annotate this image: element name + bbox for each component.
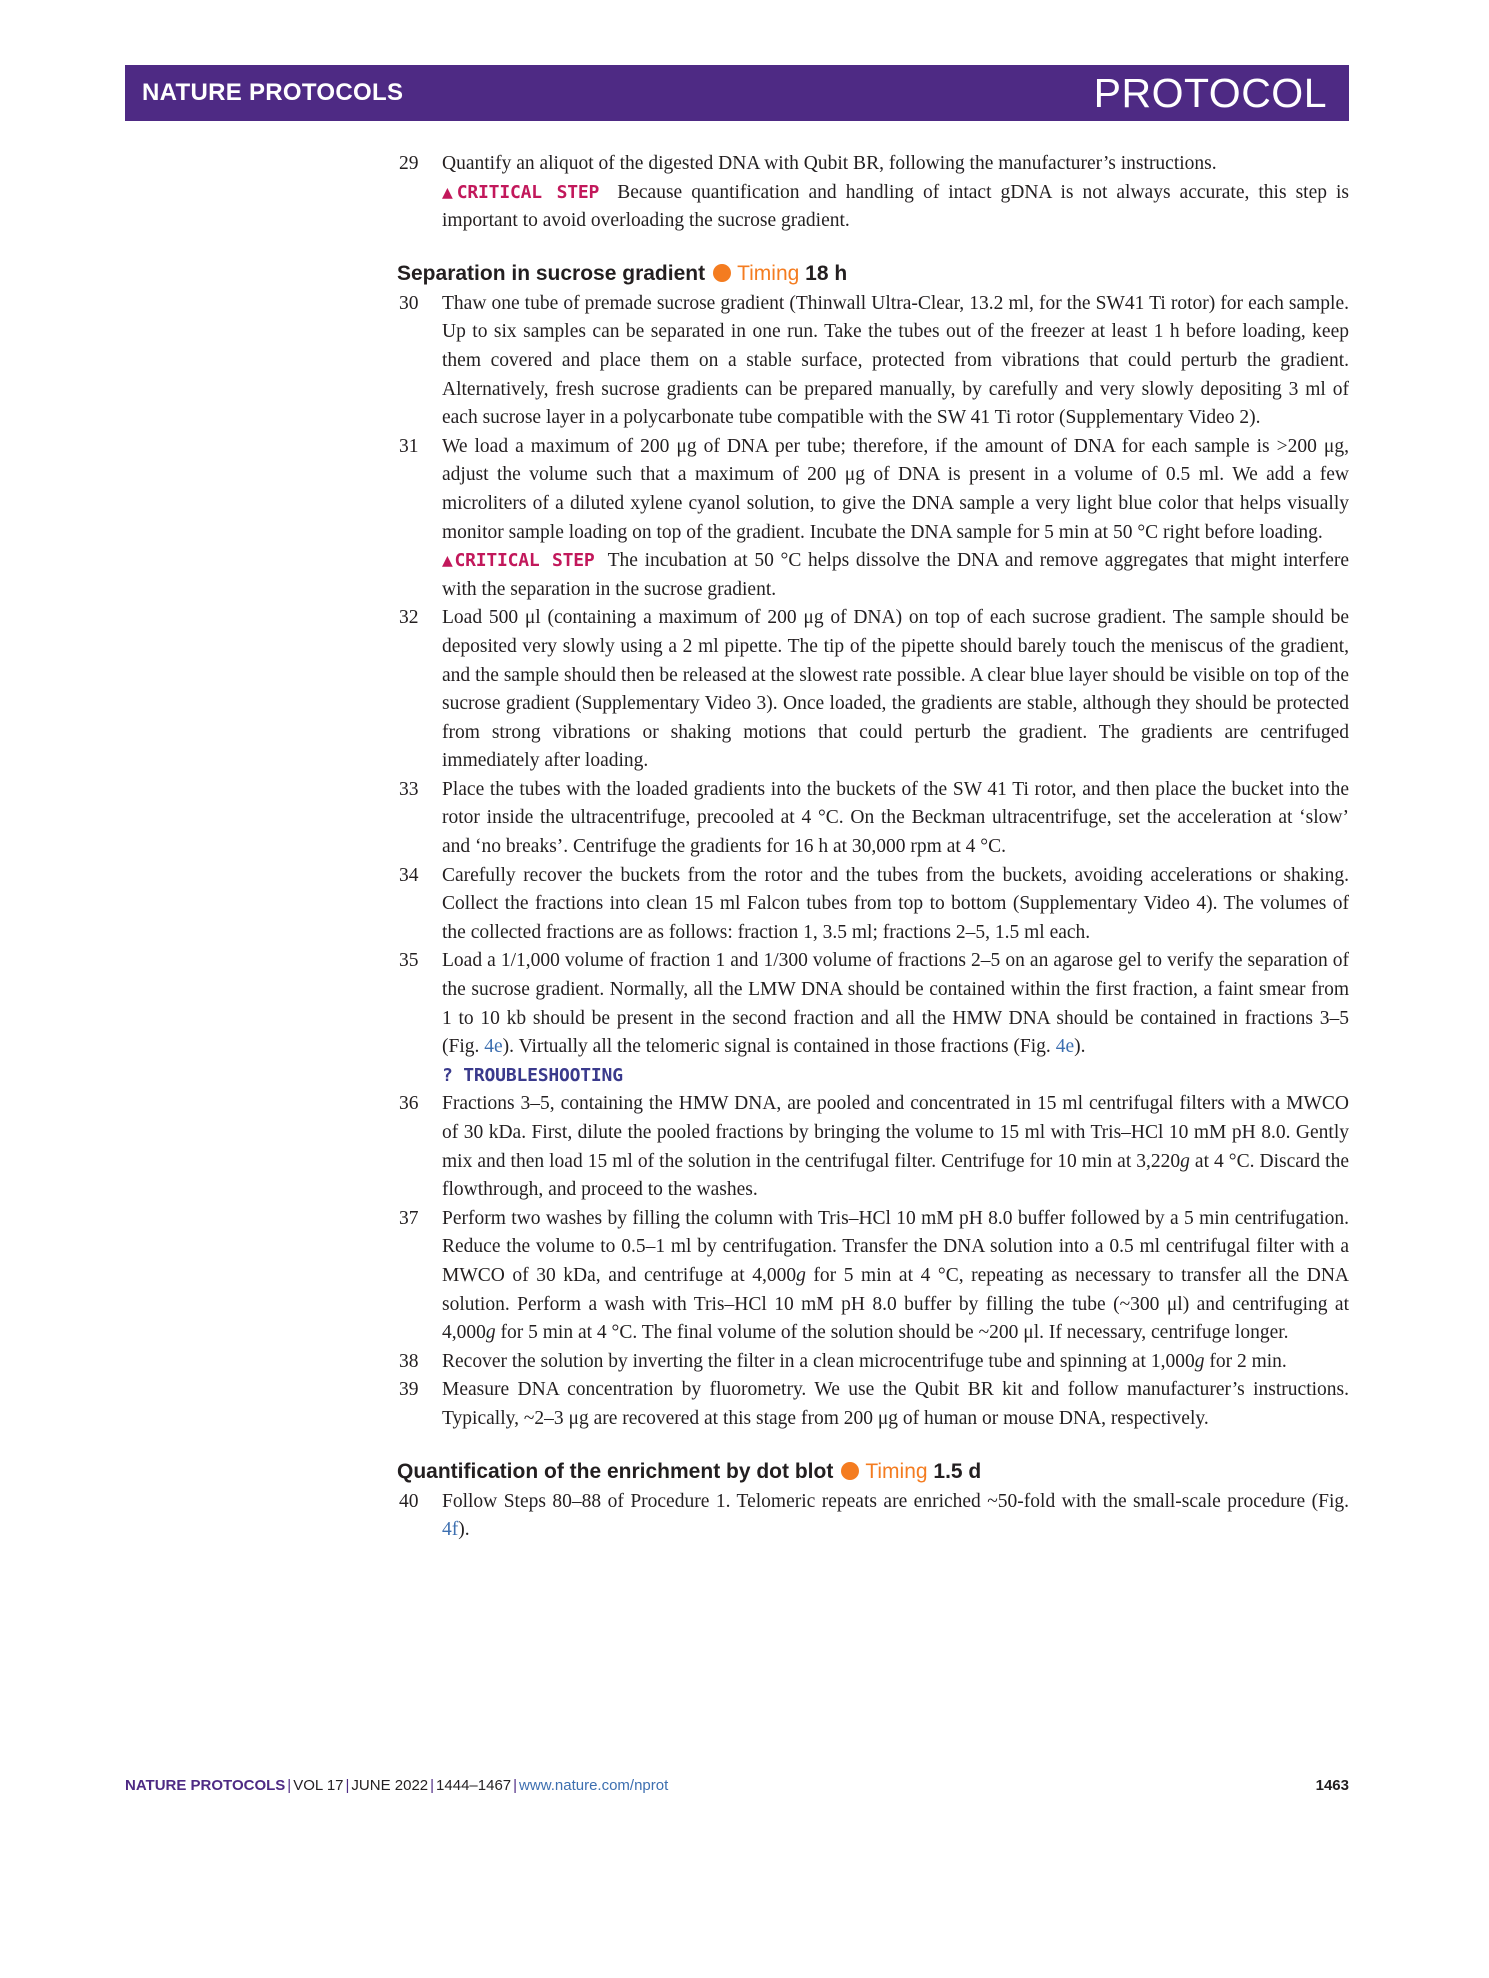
section-heading-dot-blot xyxy=(397,1460,1349,1484)
step-text-part: ). xyxy=(458,1519,470,1541)
procedure-step xyxy=(397,1348,1349,1377)
procedure-step xyxy=(397,433,1349,605)
step-text-part: Perform two washes by filling the column with Tris–HCl 10 mM pH 8.0 buffer followed by a 5 min centrifugation. Reduce the volume to 0.5–1 ml by centrifugation. Transfer the DNA solution into a 0.5 ml centrifugal filter with a MWCO of 30 kDa, and centrifuge at 4,000 xyxy=(442,1207,1349,1286)
procedure-step xyxy=(397,776,1349,862)
step-text: Place the tubes with the loaded gradients into the buckets of the SW 41 Ti rotor, and then place the bucket into the rotor inside the ultracentrifuge, precooled at 4 °C. On the Beckman ultracentrifuge, set the acceleration at ‘slow’ and ‘no breaks’. Centrifuge the gradients for 16 h at 30,000 rpm at 4 °C. xyxy=(442,778,1349,858)
troubleshooting-label: ? TROUBLESHOOTING xyxy=(442,1064,623,1086)
timing-value: 18 h xyxy=(805,261,848,285)
journal-title: NATURE PROTOCOLS xyxy=(142,79,404,106)
step-number: 35 xyxy=(399,950,419,972)
page-number: 1463 xyxy=(1315,1777,1349,1794)
critical-step-note xyxy=(442,179,1349,236)
procedure-step xyxy=(397,1376,1349,1433)
timing-dot-icon xyxy=(713,264,731,282)
g-force-symbol: g xyxy=(1194,1350,1205,1372)
procedure-step xyxy=(397,1090,1349,1204)
section-title: Separation in sucrose gradient xyxy=(397,261,706,285)
step-text-part: ). Virtually all the telomeric signal is contained in those fractions (Fig. xyxy=(502,1036,1056,1058)
step-text-part: Follow Steps 80–88 of Procedure 1. Telomeric repeats are enriched ~50-fold with the small-scale procedure (Fig. xyxy=(442,1490,1349,1512)
step-number: 29 xyxy=(399,153,419,174)
page-footer xyxy=(125,1777,1349,1794)
g-force-symbol: g xyxy=(1180,1150,1190,1172)
footer-date: JUNE 2022 xyxy=(351,1777,429,1794)
timing-value: 1.5 d xyxy=(933,1459,982,1483)
step-text-part: Fractions 3–5, containing the HMW DNA, are pooled and concentrated in 15 ml centrifugal filters with a MWCO of 30 kDa. First, dilute the pooled fractions by bringing the volume to 15 ml with Tris–HCl 10 mM pH 8.0. Gently mix and then load 15 ml of the solution in the centrifugal filter. Centrifuge for 10 min at 3,220 xyxy=(442,1093,1349,1172)
step-number: 32 xyxy=(399,607,419,629)
footer-separator: | xyxy=(513,1777,518,1794)
step-number: 36 xyxy=(399,1093,419,1115)
step-text: We load a maximum of 200 μg of DNA per tube; therefore, if the amount of DNA for each sample is >200 μg, adjust the volume such that a maximum of 200 μg of DNA is present in a volume of 0.5 ml. We add a few microliters of a diluted xylene cyanol solution, to give the DNA sample a very light blue color that helps visually monitor sample loading on top of the gradient. Incubate the DNA sample for 5 min at 50 °C right before loading. xyxy=(442,435,1349,543)
step-text: Thaw one tube of premade sucrose gradient (Thinwall Ultra-Clear, 13.2 ml, for the SW41 Ti rotor) for each sample. Up to six samples can be separated in one run. Take the tubes out of the freezer at least 1 h before loading, keep them covered and place them on a stable surface, protected from vibrations that could perturb the gradient. Alternatively, fresh sucrose gradients can be prepared manually, by carefully and very slowly depositing 3 ml of each sucrose layer in a polycarbonate tube compatible with the SW 41 Ti rotor (Supplementary Video 2). xyxy=(442,292,1349,429)
timing-label: Timing xyxy=(737,261,800,285)
critical-step-label: ▲CRITICAL STEP xyxy=(442,550,595,572)
footer-separator: | xyxy=(430,1777,435,1794)
step-text: Carefully recover the buckets from the rotor and the tubes from the buckets, avoiding accelerations or shaking. Collect the fractions into clean 15 ml Falcon tubes from top to bottom (Supplementary Video 4). The volumes of the collected fractions are as follows: fraction 1, 3.5 ml; fractions 2–5, 1.5 ml each. xyxy=(442,864,1349,943)
footer-url-link[interactable]: www.nature.com/nprot xyxy=(519,1777,669,1794)
step-text xyxy=(442,1090,1349,1204)
step-text xyxy=(442,1205,1349,1348)
procedure-step xyxy=(397,150,1349,236)
journal-header-bar xyxy=(125,65,1349,121)
footer-journal: NATURE PROTOCOLS xyxy=(125,1777,286,1794)
step-text: Quantify an aliquot of the digested DNA with Qubit BR, following the manufacturer’s instructions. xyxy=(442,153,1217,174)
step-text-part: at 4 °C. Discard the flowthrough, and proceed to the washes. xyxy=(442,1150,1350,1201)
step-number: 33 xyxy=(399,778,419,800)
step-number: 30 xyxy=(399,292,419,314)
step-text: Measure DNA concentration by fluorometry. We use the Qubit BR kit and follow manufacturer’s instructions. Typically, ~2–3 μg are recovered at this stage from 200 μg of human or mouse DNA, respectively. xyxy=(442,1379,1349,1429)
step-number: 37 xyxy=(399,1207,419,1229)
figure-link[interactable]: 4e xyxy=(484,1036,503,1058)
section-title: Quantification of the enrichment by dot blot xyxy=(397,1459,834,1483)
step-number: 40 xyxy=(399,1490,419,1512)
step-text-part: for 2 min. xyxy=(1204,1350,1287,1372)
article-type: PROTOCOL xyxy=(1093,70,1327,116)
step-text-part: Recover the solution by inverting the filter in a clean microcentrifuge tube and spinning at 1,000 xyxy=(442,1350,1195,1372)
g-force-symbol: g xyxy=(485,1322,496,1344)
procedure-step xyxy=(397,1488,1349,1545)
main-content xyxy=(397,150,1349,1545)
critical-step-label: ▲CRITICAL STEP xyxy=(442,181,600,203)
step-text xyxy=(442,1348,1349,1377)
figure-link[interactable]: 4f xyxy=(442,1519,459,1541)
critical-step-note xyxy=(442,547,1349,604)
step-number: 38 xyxy=(399,1350,419,1372)
procedure-step xyxy=(397,290,1349,433)
step-text: Load 500 μl (containing a maximum of 200 μg of DNA) on top of each sucrose gradient. The sample should be deposited very slowly using a 2 ml pipette. The tip of the pipette should barely touch the meniscus of the gradient, and the sample should then be released at the slowest rate possible. A clear blue layer should be visible on top of the sucrose gradient (Supplementary Video 3). Once loaded, the gradients are stable, although they should be protected from strong vibrations or shaking motions that could perturb the gradient. The gradients are centrifuged immediately after loading. xyxy=(442,607,1349,772)
step-text-part: for 5 min at 4 °C, repeating as necessary to transfer all the DNA solution. Perform a wash with Tris–HCl 10 mM pH 8.0 buffer by filling the tube (~300 μl) and centrifuging at 4,000 xyxy=(442,1264,1349,1344)
step-text xyxy=(442,947,1349,1061)
step-number: 39 xyxy=(399,1379,419,1401)
footer-separator: | xyxy=(345,1777,350,1794)
critical-step-text: The incubation at 50 °C helps dissolve the DNA and remove aggregates that might interfere with the separation in the sucrose gradient. xyxy=(442,550,1350,600)
g-force-symbol: g xyxy=(796,1264,806,1286)
procedure-step xyxy=(397,604,1349,776)
step-number: 31 xyxy=(399,435,419,457)
timing-dot-icon xyxy=(841,1462,859,1480)
footer-separator: | xyxy=(287,1777,292,1794)
procedure-step xyxy=(397,1205,1349,1348)
footer-pages: 1444–1467 xyxy=(436,1777,512,1794)
step-text-part: Load a 1/1,000 volume of fraction 1 and 1/300 volume of fractions 2–5 on an agarose gel to verify the separation of the sucrose gradient. Normally, all the LMW DNA should be contained within the first fraction, a faint smear from 1 to 10 kb should be present in the second fraction and all the HMW DNA should be contained in fractions 3–5 (Fig. xyxy=(442,950,1349,1058)
procedure-step xyxy=(397,862,1349,948)
step-text xyxy=(442,1488,1349,1545)
step-text-part: ). xyxy=(1074,1036,1086,1058)
figure-link[interactable]: 4e xyxy=(1055,1036,1075,1058)
timing-label: Timing xyxy=(865,1459,928,1483)
step-text-part: for 5 min at 4 °C. The final volume of the solution should be ~200 μl. If necessary, centrifuge longer. xyxy=(495,1322,1289,1344)
section-heading-sucrose-gradient xyxy=(397,262,1349,286)
footer-volume: VOL 17 xyxy=(293,1777,344,1794)
critical-step-text: Because quantification and handling of intact gDNA is not always accurate, this step is important to avoid overloading the sucrose gradient. xyxy=(442,181,1350,232)
step-number: 34 xyxy=(399,864,419,886)
procedure-step xyxy=(397,947,1349,1090)
